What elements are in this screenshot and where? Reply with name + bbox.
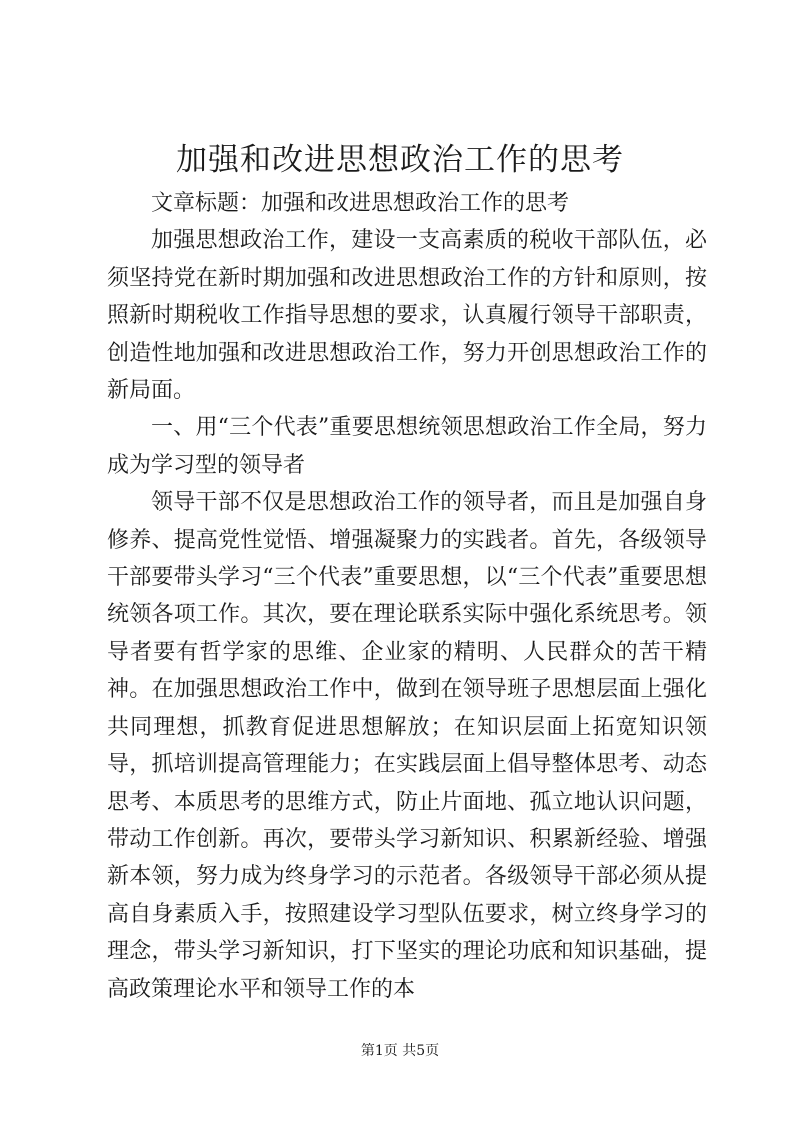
page-footer: 第1页 共5页 [360,1043,440,1059]
document-title: 加强和改进思想政治工作的思考 [176,142,624,178]
document-body [107,185,707,1008]
paragraph-section-1-body: 领导干部不仅是思想政治工作的领导者，而且是加强自身修养、提高党性觉悟、增强凝聚力的实践者。首先，各级领导干部要带头学习“三个代表”重要思想，以“三个代表”重要思想统领各项工作。其次，要在理论联系实际中强化系统思考。领导者要有哲学家的思维、企业家的精明、人民群众的苦干精神。在加强思想政治工作中，做到在领导班子思想层面上强化共同理想，抓教育促进思想解放；在知识层面上拓宽知识领导，抓培训提高管理能力；在实践层面上倡导整体思考、动态思考、本质思考的思维方式，防止片面地、孤立地认识问题，带动工作创新。再次，要带头学习新知识、积累新经验、增强新本领，努力成为终身学习的示范者。各级领导干部必须从提高自身素质入手，按照建设学习型队伍要求，树立终身学习的理念，带头学习新知识，打下坚实的理论功底和知识基础，提高政策理论水平和领导工作的本 [107,490,707,1002]
paragraph-intro: 加强思想政治工作，建设一支高素质的税收干部队伍，必须坚持党在新时期加强和改进思想政治工作的方针和原则，按照新时期税收工作指导思想的要求，认真履行领导干部职责，创造性地加强和改进思想政治工作，努力开创思想政治工作的新局面。 [107,228,707,404]
section-heading-1: 一、用“三个代表”重要思想统领思想政治工作全局，努力成为学习型的领导者 [107,415,707,478]
paragraph-article-title: 文章标题：加强和改进思想政治工作的思考 [151,191,570,216]
